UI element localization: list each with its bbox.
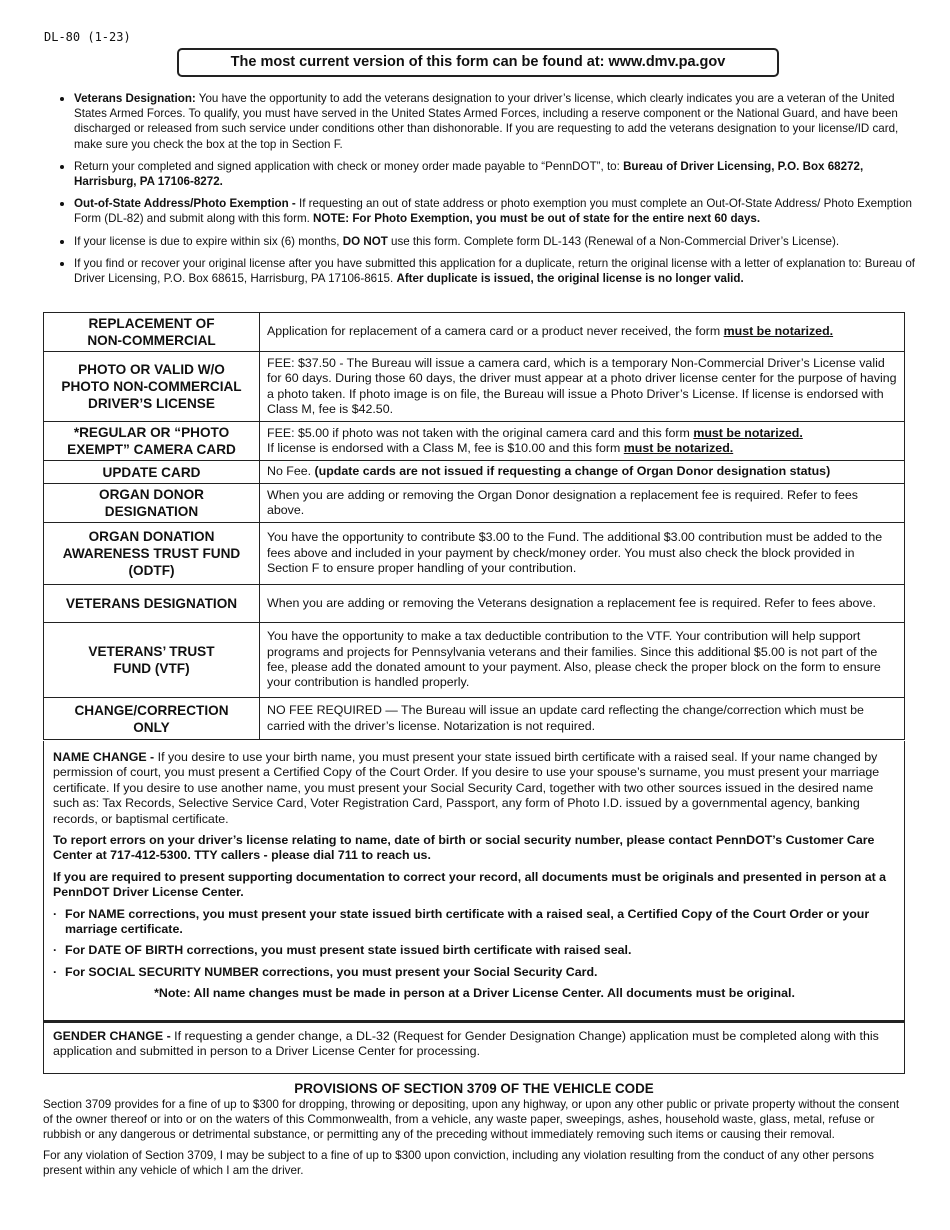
row-description [260,484,905,523]
row-heading [44,484,260,523]
list-item [74,159,919,189]
row-heading [44,585,260,623]
correction-item: For DATE OF BIRTH corrections, you must present state issued birth certificate with raised seal. [65,943,632,958]
table-row [44,352,905,422]
heading-text: *REGULAR OR “PHOTO EXEMPT” CAMERA CARD [67,425,236,457]
notarized-note: must be notarized. [693,425,803,440]
row-heading [44,698,260,740]
row-heading [44,313,260,352]
report-errors-text [53,833,896,864]
heading-text: REPLACEMENT OF NON-COMMERCIAL [87,316,216,348]
description-bold: (update cards are not issued if requesting a change of Organ Donor designation status) [314,464,831,479]
bullet-text: use this form. Complete form DL-143 (Renewal of a Non-Commercial Driver’s License). [387,234,840,248]
bullet-text: If requesting an out of state address or photo exemption you must complete an Out-Of-State Address/ Photo Exemption Form (DL-82) and submit along with this form. [74,197,912,226]
description-text: When you are adding or removing the Veterans designation a replacement fee is required. Refer to fees above. [267,595,876,610]
description-text: No Fee. [267,464,315,479]
bullet-bold: After duplicate is issued, the original license is no longer valid. [396,272,744,286]
heading-text: CHANGE/CORRECTION ONLY [74,702,229,735]
bullet-text: You have the opportunity to add the veterans designation to your driver’s license, which clearly indicates you are a veteran of the United States Armed Forces. To qualify, you must have served in the United States Armed Forces, including a reserve component or the National Guard, and have been discharged or released from such service under conditions other than dishonorable. If you are requesting to add the veterans designation to your license/ID card, make sure you check the box at the top in Section F. [74,92,899,151]
table-row [44,623,905,698]
row-description [260,313,905,352]
website-banner: The most current version of this form can be found at: www.dmv.pa.gov [177,48,779,77]
notarized-note: must be notarized. [723,324,834,339]
bullet-bold: DO NOT [342,234,388,248]
row-heading [44,623,260,698]
gender-change-text: If requesting a gender change, a DL-32 (Request for Gender Designation Change) application must be completed along with this application and submitted in person to a Driver License Center for processing. [53,1029,879,1059]
bullet-dot: · [53,906,58,921]
list-item [53,943,896,958]
name-change-text: If you desire to use your birth name, you must present your state issued birth certificate with a raised seal. If your name changed by permission of court, you must present a Certified Copy of the Court Order. If you desire to use your spouse’s surname, you must present your marriage certificate. If you desire to use another name, you must present your Social Security Card, together with two other sources issued in the desired name such as: Tax Records, Selective Service Card, Voter Registration Card, Passport, any form of Photo I.D. issued by a governmental agency, banking records, or baptismal certificate. [53,750,880,826]
description-text: When you are adding or removing the Organ Donor designation a replacement fee is required. Refer to fees above. [267,487,858,517]
provisions-title: PROVISIONS OF SECTION 3709 OF THE VEHICLE CODE [294,1081,654,1096]
notarized-note: must be notarized. [623,441,734,455]
table-row [44,484,905,523]
bullet-dot: · [53,964,58,979]
correction-item: For NAME corrections, you must present your state issued birth certificate with a raised seal, a Certified Copy of the Court Order or your marriage certificate. [65,906,870,937]
documentation-bold: If you are required to present supporting documentation to correct your record, all documents must be originals and presented in person at a PennDOT Driver License Center. [53,869,887,900]
description-text: You have the opportunity to make a tax deductible contribution to the VTF. Your contribution will help support programs and projects for Pennsylvania veterans and their families. Since this additional $5.00 is not part of the fee, please add the donated amount to your payment. Also, please check the proper block on the form to ensure your contribution is handled properly. [267,629,881,690]
name-change-section [43,741,905,1021]
table-row [44,422,905,461]
row-heading [44,422,260,461]
name-change-lead: NAME CHANGE - [53,750,155,764]
heading-text: VETERANS DESIGNATION [65,596,238,611]
gender-change-lead: GENDER CHANGE - [53,1029,171,1043]
bullet-text: If your license is due to expire within six (6) months, [74,234,343,248]
name-change-paragraph [53,750,896,827]
list-item [74,91,919,152]
gender-change-section [43,1021,905,1074]
name-change-note: *Note: All name changes must be made in person at a Driver License Center. All documents must be original. [154,986,795,1001]
correction-item: For SOCIAL SECURITY NUMBER corrections, you must present your Social Security Card. [65,964,598,979]
bullet-lead: Out-of-State Address/Photo Exemption - [74,197,296,211]
list-item [53,907,896,938]
heading-text: PHOTO OR VALID W/O PHOTO NON-COMMERCIAL DRIVER’S LICENSE [61,362,242,411]
list-item [74,234,919,249]
list-item [74,256,919,286]
bullet-dot: · [53,943,58,958]
heading-text: ORGAN DONOR DESIGNATION [99,487,204,519]
bullet-lead: Veterans Designation: [74,92,196,105]
row-heading [44,461,260,484]
bullet-text: If you find or recover your original license after you have submitted this application for a duplicate, return the original license with a letter of explanation to: Bureau of Driver Licensing, P.O. Box 68615, Harrisburg, PA 17106-8615. [74,256,916,286]
row-description [260,422,905,461]
heading-text: VETERANS’ TRUST FUND (VTF) [88,644,215,676]
heading-text: UPDATE CARD [102,464,201,480]
bullet-bold: Bureau of Driver Licensing, P.O. Box 68272, Harrisburg, PA 17106-8272. [74,159,864,189]
provisions-body [43,1097,907,1184]
report-errors-bold: To report errors on your driver’s license relating to name, date of birth or social security number, please contact PennDOT’s Customer Care Center at 717-412-5300. TTY callers - please dial 711 to reach us. [53,833,875,863]
table-row [44,313,905,352]
row-description [260,698,905,740]
bullet-text: Return your completed and signed application with check or money order made payable to “PennDOT”, to: [74,159,624,173]
row-description [260,523,905,585]
list-item [74,196,919,226]
description-text: FEE: $37.50 - The Bureau will issue a camera card, which is a temporary Non-Commercial Driver’s License valid for 60 days. During those 60 days, the driver must appear at a photo driver license center for the purpose of having a photo taken. If photo image is on file, the Bureau will issue a Photo Driver’s License. If license is endorsed with Class M, fee is $42.50. [267,355,897,416]
provisions-paragraph: Section 3709 provides for a fine of up to $300 for dropping, throwing or depositing, upon any highway, or upon any other public or private property without the consent of the owner thereof or into or on the waters of this Commonwealth, from a vehicle, any waste paper, sweepings, ashes, household waste, glass, metal, refuse or rubbish or any dangerous or detrimental substance, or permitting any of the preceding without immediately removing such items or causing their removal. [43,1098,900,1141]
description-text: Application for replacement of a camera card or a product never received, the form [267,324,724,339]
documentation-text [53,870,896,901]
list-item [53,965,896,980]
description-text: You have the opportunity to contribute $3.00 to the Fund. The additional $3.00 contribution must be added to the fees above and included in your payment by check/money order. You must also check the block provided in Section F to ensure proper handling of your contribution. [267,530,883,576]
row-heading [44,352,260,422]
fees-table [43,312,905,740]
heading-text: ORGAN DONATION AWARENESS TRUST FUND (ODTF) [62,529,241,578]
table-row [44,523,905,585]
row-description [260,461,905,484]
row-description [260,623,905,698]
description-text: NO FEE REQUIRED — The Bureau will issue an update card reflecting the change/correction which must be carried with the driver’s license. Notarization is not required. [267,703,864,733]
provisions-paragraph: For any violation of Section 3709, I may be subject to a fine of up to $300 upon conviction, including any violation resulting from the conduct of any other persons present within any vehicle of which I am the driver. [43,1149,874,1177]
row-description [260,585,905,623]
row-heading [44,523,260,585]
description-text: If license is endorsed with a Class M, fee is $10.00 and this form [267,441,624,455]
instruction-list [52,91,919,293]
form-number: DL-80 (1-23) [44,30,131,44]
table-row [44,698,905,740]
table-row [44,461,905,484]
row-description [260,352,905,422]
description-text: FEE: $5.00 if photo was not taken with the original camera card and this form [267,425,694,440]
bullet-bold: NOTE: For Photo Exemption, you must be out of state for the entire next 60 days. [313,212,761,226]
table-row [44,585,905,623]
